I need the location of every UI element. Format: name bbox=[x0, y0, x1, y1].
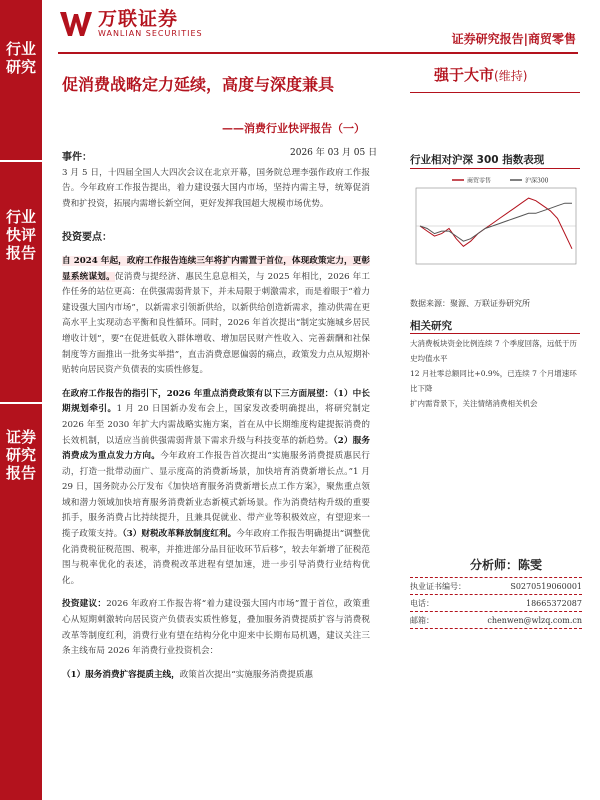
rating-divider bbox=[410, 92, 580, 93]
point-2-text-2: 今年政府工作报告首次提出“实施服务消费提质惠民行动，打造一批带动面广、显示度高的消费新场景，加快培育消费新增长点。”1 月 29 日，国务院办公厅发布《加快培育服务消费新增长点工作方案》，聚焦重点领域和潜力领域加快培育服务消费新业态新模式新场景。作为消费结构升级的重要抓手，服务消费占比持续提升，且兼具促就业、带产业等积极效应，有望迎来一揽子政策支持。 bbox=[62, 451, 370, 540]
related-heading: 相关研究 bbox=[410, 320, 452, 332]
performance-chart bbox=[410, 172, 580, 292]
analyst-name: 陈雯 bbox=[517, 558, 542, 572]
side-label-industry: 行业研究 bbox=[5, 40, 36, 76]
rating bbox=[434, 64, 527, 85]
series-line-0 bbox=[420, 198, 572, 249]
chart-divider bbox=[410, 168, 580, 169]
related-item[interactable]: 12 月社零总额同比+0.9%，已连续 7 个月增速环比下降 bbox=[410, 369, 577, 393]
point-3-text: 2026 年政府工作报告将“着力建设强大国内市场”置于首位，政策重心从短期刺激转向居民资产负债表实质性修复，叠加服务消费提质扩容与消费税改革等制度红利，消费行业有望在结构分化中迎来中长期布局机遇，建议关注三条主线布局 2026 年消费行业投资机会： bbox=[62, 599, 370, 657]
header-divider bbox=[58, 52, 578, 54]
analyst-row bbox=[410, 556, 582, 578]
point-4 bbox=[62, 668, 370, 684]
side-bar bbox=[0, 0, 42, 800]
point-2-bold-2: （2）服务消费成为重点发力方向。 bbox=[62, 435, 370, 462]
side-label-report-type: 行业快评报告 bbox=[5, 208, 36, 262]
side-label-securities: 证券研究报告 bbox=[5, 428, 36, 482]
email-row bbox=[410, 612, 582, 629]
rating-sub: (维持) bbox=[494, 69, 528, 83]
analyst-role: 分析师： bbox=[469, 558, 518, 572]
company-logo bbox=[58, 6, 203, 42]
legend-label: 商贸零售 bbox=[467, 177, 492, 185]
logo-name-en: WANLIAN SECURITIES bbox=[98, 29, 203, 38]
phone-number: 18665372087 bbox=[526, 598, 582, 608]
report-body bbox=[62, 150, 370, 683]
point-4-bold: （1）服务消费扩容提质主线， bbox=[62, 669, 180, 680]
related-list bbox=[410, 336, 582, 411]
wanlian-logo-icon bbox=[58, 8, 94, 40]
point-2-bold: 在政府工作报告的指引下，2026 年重点消费政策有以下三方面展望：（1）中长期规划牵引。 bbox=[62, 388, 370, 415]
event-heading: 事件： bbox=[62, 152, 92, 163]
report-subtitle: ——消费行业快评报告（一） bbox=[222, 122, 365, 135]
point-4-text: 政策首次提出“实施服务消费提质惠 bbox=[179, 669, 314, 680]
chart-source: 数据来源：聚源、万联证券研究所 bbox=[410, 299, 530, 308]
logo-name-cn: 万联证券 bbox=[98, 8, 179, 30]
cert-number: S0270519060001 bbox=[510, 581, 582, 591]
point-2 bbox=[62, 387, 370, 590]
rating-label: 强于大市 bbox=[434, 66, 495, 84]
related-divider bbox=[410, 333, 580, 334]
phone-row bbox=[410, 595, 582, 612]
phone-label: 电话： bbox=[410, 598, 434, 608]
chart-title: 行业相对沪深 300 指数表现 bbox=[410, 154, 545, 166]
cert-row bbox=[410, 578, 582, 595]
analyst-card bbox=[410, 556, 582, 629]
side-divider bbox=[0, 402, 42, 404]
point-3-bold: 投资建议： bbox=[62, 599, 107, 610]
report-title: 促消费战略定力延续，高度与深度兼具 bbox=[62, 75, 335, 94]
series-line-1 bbox=[420, 203, 572, 241]
point-2-bold-3: （3）财税改革释放制度红利。 bbox=[122, 529, 237, 540]
email-label: 邮箱： bbox=[410, 615, 434, 625]
point-3 bbox=[62, 597, 370, 659]
report-date: 2026 年 03 月 05 日 bbox=[290, 148, 378, 158]
side-divider bbox=[0, 160, 42, 162]
report-category: 证券研究报告|商贸零售 bbox=[451, 32, 576, 46]
point-1-text: 促消费与提经济、惠民生息息相关，与 2025 年相比，2026 年工作任务的站位更高：在供强需弱背景下，并未局限于刺激需求，而是着眼于“着力建设强大国内市场”，以新需求引领新供给，以新供给创造新需求，推动供需在更高水平上实现动态平衡和良性循环。同时，2026 年首次提出“制定实施城乡居民增收计划”，要“在促进低收入群体增收、增加居民财产性收入、完善薪酬和社保制度等方面推出一批务实举措”，直击消费意愿偏弱的痛点，政策发力点从短期补贴转向居民资产负债表的实质性修复。 bbox=[62, 271, 370, 376]
points-heading: 投资要点： bbox=[62, 232, 112, 244]
event-text: 3 月 5 日，十四届全国人大四次会议在北京开幕，国务院总理李强作政府工作报告。今年政府工作报告提出，着力建设强大国内市场，坚持内需主导，统筹促消费和扩投资，拓展内需增长新空间，更好发挥我国超大规模市场优势。 bbox=[62, 167, 370, 209]
point-1 bbox=[62, 254, 370, 379]
point-2-text-1: 1 月 20 日国新办发布会上，国家发改委明确提出，将研究制定 2026 年至 2030 年扩大内需战略实施方案，首在从中长期维度构建提振消费的长效机制，以适应当前供强需弱背景下需求升级与科技变革的新趋势。 bbox=[62, 404, 370, 446]
point-1-bold: 自 2024 年起，政府工作报告连续三年将扩内需置于首位，体现政策定力，更彰显系统谋划。 bbox=[62, 255, 370, 282]
email-address[interactable]: chenwen@wlzq.com.cn bbox=[487, 615, 582, 625]
cert-label: 执业证书编号： bbox=[410, 581, 466, 591]
related-item[interactable]: 扩内需背景下，关注情绪消费相关机会 bbox=[410, 399, 538, 408]
legend-label: 沪深300 bbox=[525, 177, 549, 185]
related-item[interactable]: 大消费板块资金比例连续 7 个季度回落，远低于历史均值水平 bbox=[410, 339, 578, 363]
point-2-text-3: 今年政府工作报告明确提出“调整优化消费税征税范围、税率，并推进部分品目征收环节后移”，较去年新增了征税范围与税率优化的表述，消费税改革进程有望加速，进一步引导消费行业结构优化。 bbox=[62, 529, 370, 586]
